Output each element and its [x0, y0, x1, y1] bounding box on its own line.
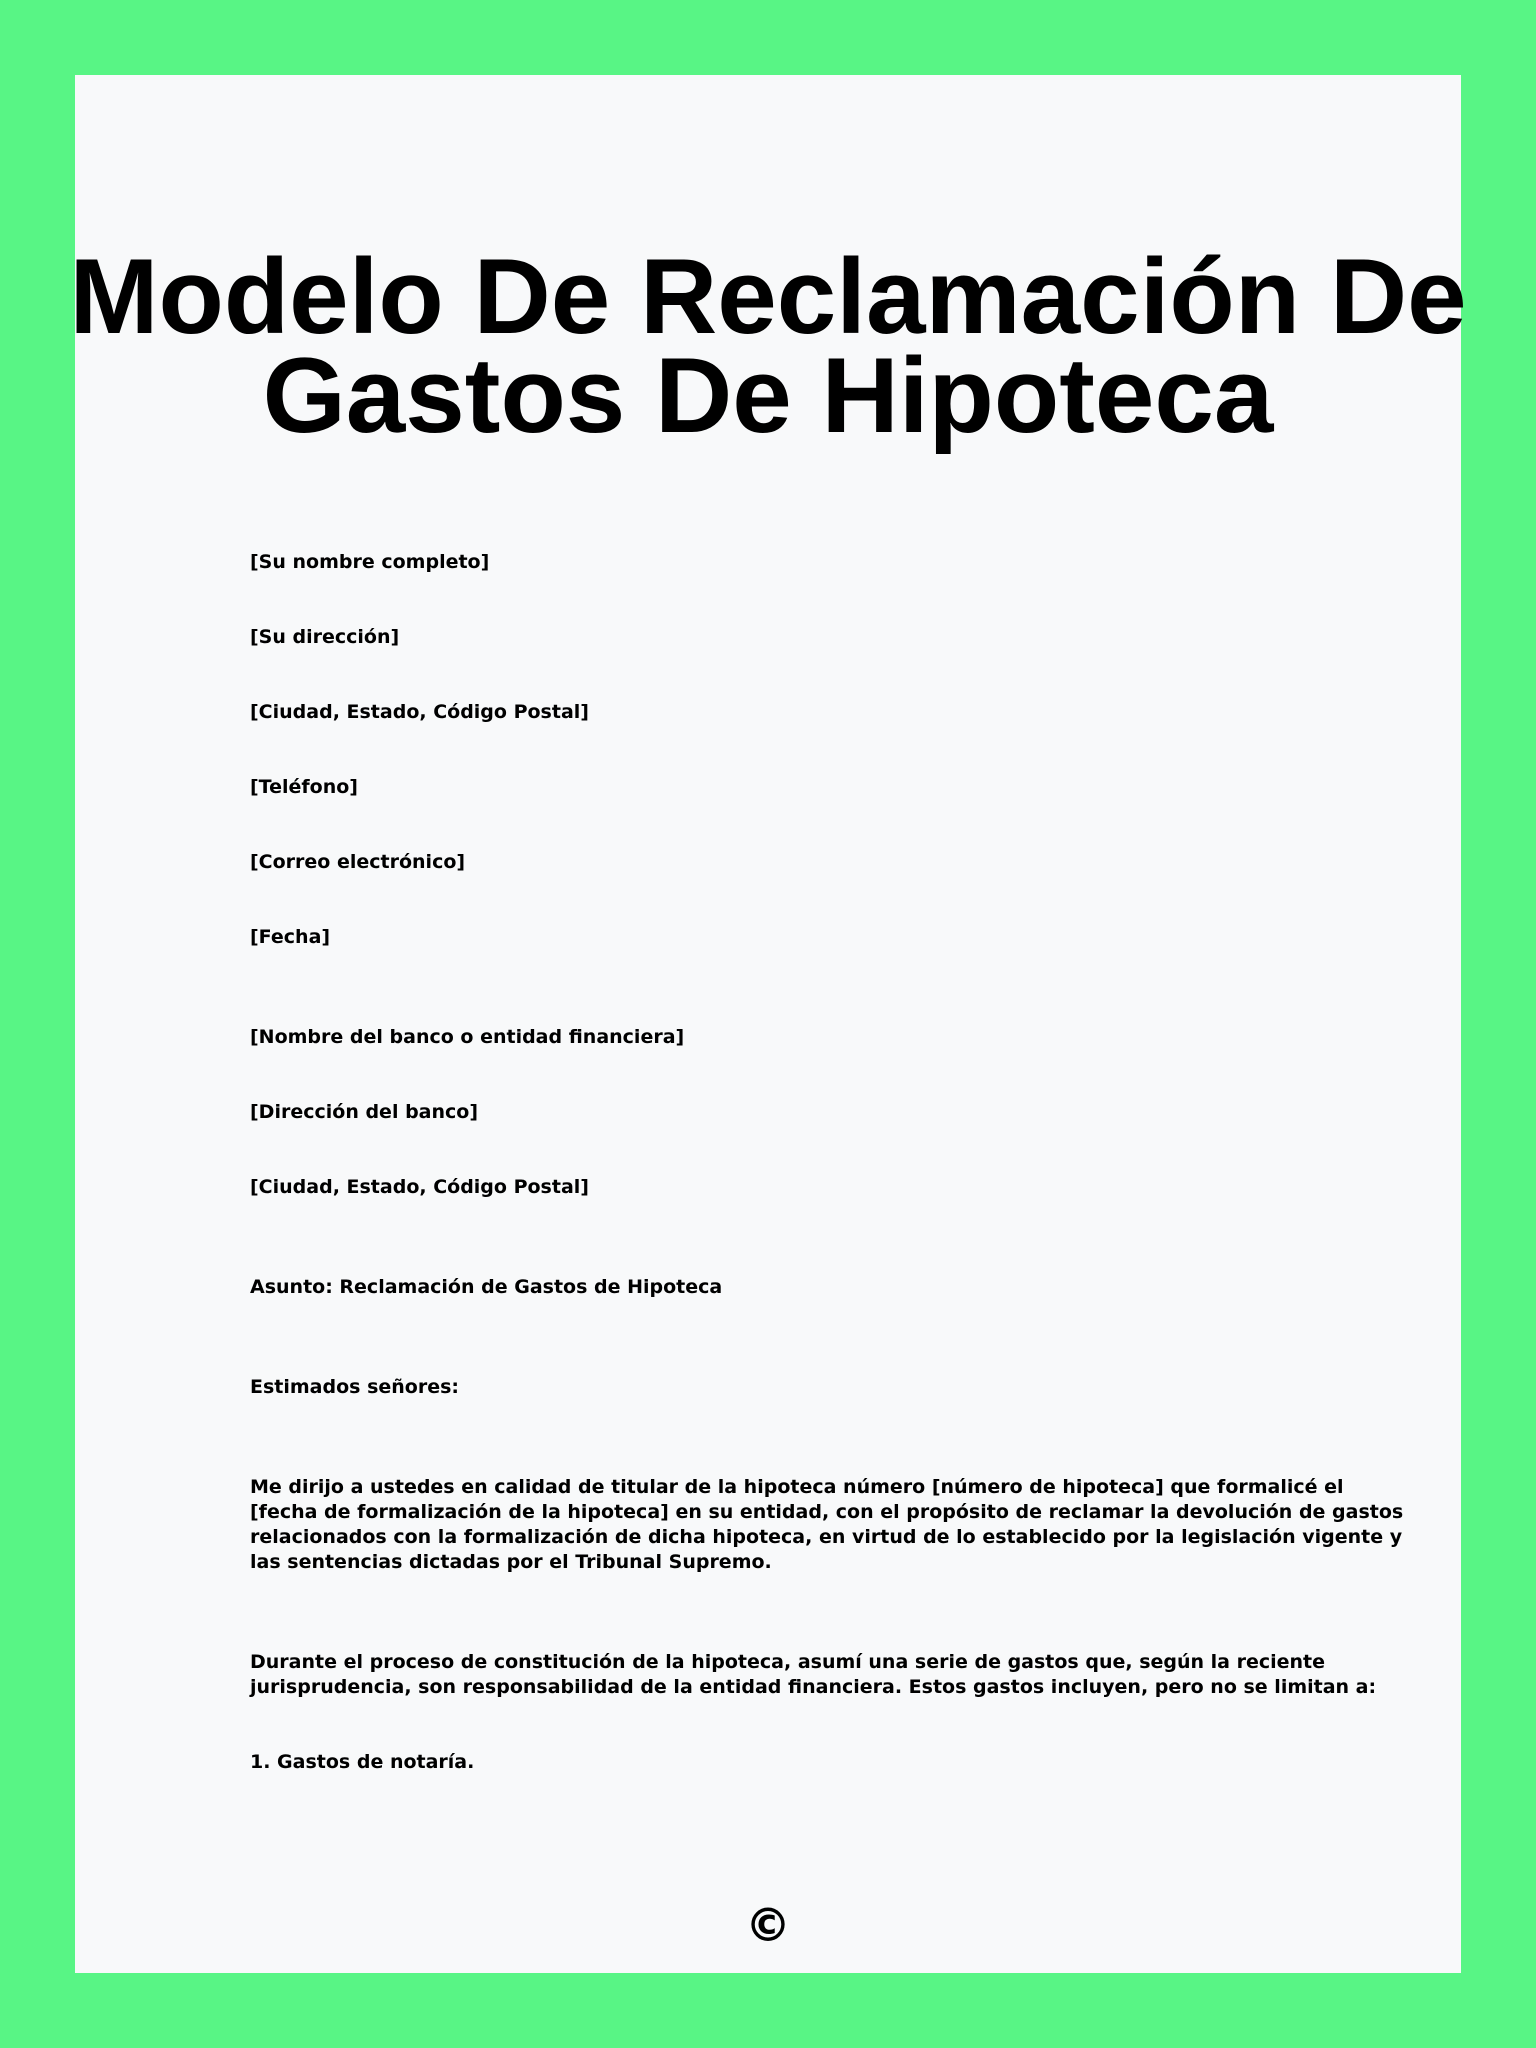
- sender-address: [Su dirección]: [250, 626, 400, 648]
- sender-email: [Correo electrónico]: [250, 851, 466, 873]
- letter-subject: Asunto: Reclamación de Gastos de Hipoteca: [250, 1276, 723, 1298]
- paragraph-2-line: Durante el proceso de constitución de la hipoteca, asumí una serie de gastos que, según la reciente: [250, 1651, 1326, 1673]
- paragraph-2-line: jurisprudencia, son responsabilidad de la entidad financiera. Estos gastos incluyen, pero no se limitan a:: [250, 1676, 1377, 1698]
- document-title: [0, 236, 1536, 455]
- letter-greeting: Estimados señores:: [250, 1376, 460, 1398]
- paragraph-2: [250, 1650, 1377, 1700]
- copyright-symbol: ©: [745, 1898, 791, 1952]
- title-line-1: Modelo De Reclamación De: [69, 236, 1467, 356]
- recipient-city: [Ciudad, Estado, Código Postal]: [250, 1176, 589, 1198]
- sender-phone: [Teléfono]: [250, 776, 358, 798]
- paragraph-1-line: relacionados con la formalización de dicha hipoteca, en virtud de lo establecido por la legislación vigente y: [250, 1526, 1403, 1548]
- sender-name: [Su nombre completo]: [250, 551, 490, 573]
- paragraph-1-line: [fecha de formalización de la hipoteca] en su entidad, con el propósito de reclamar la devolución de gastos: [250, 1501, 1404, 1523]
- paragraph-1-line: Me dirijo a ustedes en calidad de titular de la hipoteca número [número de hipoteca] que formalicé el: [250, 1476, 1344, 1498]
- title-line-2: Gastos De Hipoteca: [262, 335, 1274, 455]
- paragraph-1-line: las sentencias dictadas por el Tribunal Supremo.: [250, 1551, 772, 1573]
- paragraph-1: [250, 1475, 1404, 1575]
- recipient-bank-address: [Dirección del banco]: [250, 1101, 479, 1123]
- recipient-bank-name: [Nombre del banco o entidad financiera]: [250, 1026, 685, 1048]
- sender-city: [Ciudad, Estado, Código Postal]: [250, 701, 589, 723]
- list-item-notary: 1. Gastos de notaría.: [250, 1751, 475, 1773]
- letter-date: [Fecha]: [250, 926, 331, 948]
